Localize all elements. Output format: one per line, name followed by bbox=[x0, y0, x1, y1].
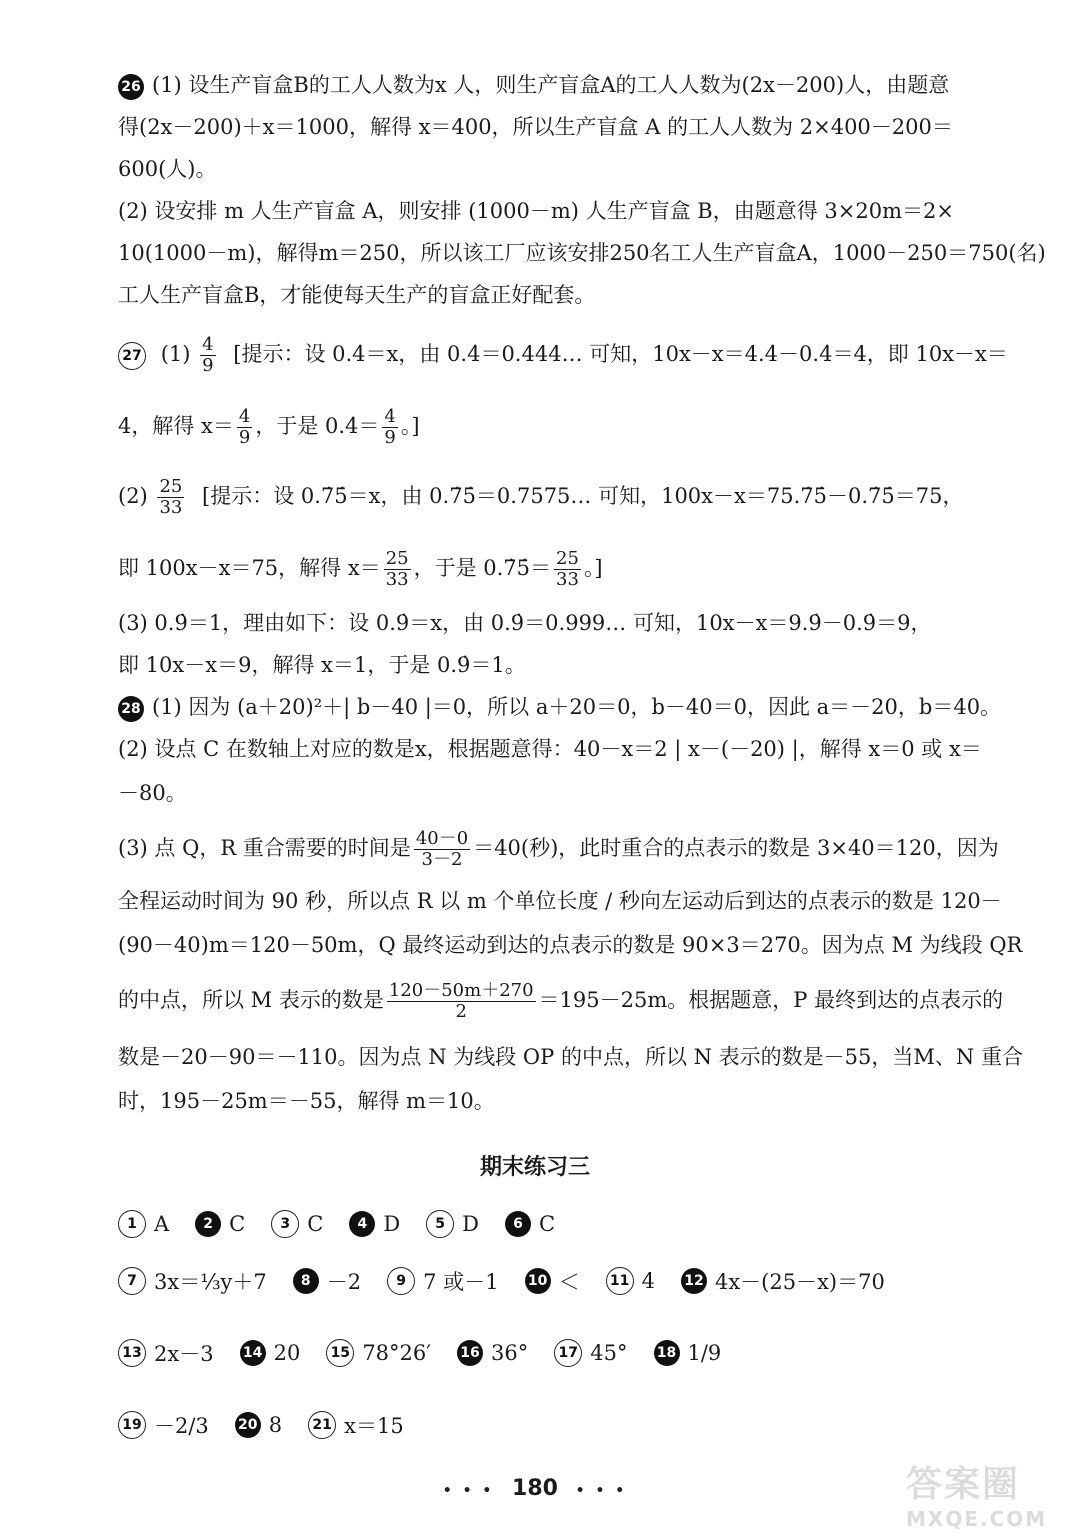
q28-text-7b: ＝195－25m。根据题意，P 最终到达的点表示的 bbox=[538, 988, 1004, 1012]
q28-line8 bbox=[118, 1042, 1023, 1072]
q26-line3 bbox=[118, 154, 216, 184]
answer-item bbox=[293, 1266, 361, 1296]
answer-row bbox=[118, 1266, 911, 1296]
q28-line7 bbox=[118, 978, 1003, 1022]
q28-text-7a: 的中点，所以 M 表示的数是 bbox=[118, 988, 384, 1012]
answer-value: 4 bbox=[641, 1269, 655, 1293]
q28-line3 bbox=[118, 778, 187, 808]
answer-item bbox=[271, 1210, 323, 1238]
question-badge: 3 bbox=[271, 1210, 299, 1238]
section-title: 期末练习三 bbox=[479, 1155, 590, 1180]
answer-item bbox=[525, 1266, 580, 1296]
question-badge: 7 bbox=[118, 1267, 146, 1295]
answer-value: D bbox=[383, 1212, 401, 1236]
answer-value: C bbox=[307, 1212, 324, 1236]
question-badge: 19 bbox=[118, 1411, 146, 1439]
question-badge: 17 bbox=[554, 1339, 582, 1367]
answer-value: A bbox=[154, 1212, 170, 1236]
answer-value: 4x－(25－x)＝70 bbox=[714, 1270, 885, 1294]
q28-text-4b: ＝40(秒)，此时重合的点表示的数是 3×40＝120，因为 bbox=[473, 836, 999, 860]
answer-item bbox=[195, 1211, 245, 1237]
answer-value: 36° bbox=[491, 1341, 529, 1365]
q27-part3-text-1: (3) 0.9̇＝1，理由如下：设 0.9̇＝x，由 0.9̇＝0.999… 可知，10x－x＝9.9̇－0.9̇＝9， bbox=[118, 611, 932, 635]
answer-row bbox=[118, 1410, 430, 1440]
q28-text-6: (90－40)m＝120－50m，Q 最终运动到达的点表示的数是 90×3＝270。因为点 M 为线段 QR bbox=[118, 933, 1023, 957]
answer-value: －2 bbox=[326, 1270, 362, 1294]
q27-part2-fraction-a bbox=[384, 549, 411, 590]
q26-line4 bbox=[118, 196, 954, 226]
question-badge: 5 bbox=[426, 1210, 454, 1238]
watermark-top: 答案圈 bbox=[906, 1464, 1021, 1505]
answer-value: 7 或－1 bbox=[423, 1270, 499, 1294]
question-badge: 11 bbox=[606, 1267, 634, 1295]
q27-part1-answer-fraction bbox=[200, 335, 215, 376]
q28-line1 bbox=[118, 692, 1001, 722]
answer-value: 1/9 bbox=[687, 1341, 722, 1365]
answer-value: 3x＝⅓y＋7 bbox=[154, 1270, 267, 1294]
q26-text-6: 工人生产盲盒B，才能使每天生产的盲盒正好配套。 bbox=[118, 283, 596, 307]
q27-part1-text-a: 4，解得 x＝ bbox=[118, 414, 234, 438]
fraction-denominator: 33 bbox=[385, 569, 409, 590]
q28-text-2: (2) 设点 C 在数轴上对应的数是x，根据题意得：40－x＝2 | x－(－20) |，解得 x＝0 或 x＝ bbox=[118, 737, 982, 761]
q26-line5 bbox=[118, 238, 1046, 268]
q27-part3-line1 bbox=[118, 608, 932, 638]
q27-part2-line2 bbox=[118, 546, 603, 590]
q26-text-2: 得(2x－200)＋x＝1000，解得 x＝400，所以生产盲盒 A 的工人人数为 2×400－200＝ bbox=[118, 115, 953, 139]
fraction-denominator: 9 bbox=[384, 427, 396, 448]
fraction-denominator: 33 bbox=[159, 497, 183, 518]
answer-value: C bbox=[229, 1212, 246, 1236]
answer-row bbox=[118, 1210, 581, 1238]
answer-item bbox=[681, 1266, 885, 1296]
q26-text-3: 600(人)。 bbox=[118, 157, 217, 181]
answer-item bbox=[654, 1340, 722, 1366]
q27-part1-text-c: 。] bbox=[400, 414, 420, 438]
question-badge: 2 bbox=[195, 1211, 221, 1237]
q28-text-5: 全程运动时间为 90 秒，所以点 R 以 m 个单位长度 / 秒向左运动后到达的点表示的数是 120－ bbox=[118, 889, 1002, 913]
answer-item bbox=[457, 1340, 528, 1366]
q27-part1-text-b: ，于是 0.4̇＝ bbox=[255, 414, 380, 438]
q27-part1-line1 bbox=[118, 332, 1008, 376]
q26-text-4: (2) 设安排 m 人生产盲盒 A，则安排 (1000－m) 人生产盲盒 B，由题意得 3×20m＝2× bbox=[118, 199, 954, 223]
answer-item bbox=[118, 1210, 169, 1238]
q26-text-1: (1) 设生产盲盒B的工人人数为x 人，则生产盲盒A的工人人数为(2x－200)人，由题意 bbox=[152, 73, 950, 97]
q27-part1-fraction-b bbox=[382, 407, 397, 448]
question-badge: 4 bbox=[349, 1211, 375, 1237]
q27-part2-text-c: 。] bbox=[583, 556, 603, 580]
q27-part3-line2 bbox=[118, 650, 526, 680]
fraction-numerator: 4 bbox=[238, 406, 251, 427]
question-badge: 16 bbox=[457, 1340, 483, 1366]
question-badge: 12 bbox=[681, 1268, 707, 1294]
answer-value: 45° bbox=[590, 1341, 628, 1365]
fraction-numerator: 25 bbox=[385, 548, 409, 569]
answer-item bbox=[118, 1338, 214, 1368]
answer-item bbox=[118, 1410, 209, 1440]
answer-item bbox=[349, 1211, 400, 1237]
watermark-bottom: MXQE.COM bbox=[906, 1507, 1048, 1531]
q27-part2-text-b: ，于是 0.7̇5̇＝ bbox=[413, 556, 552, 580]
page-dots-right: • • • bbox=[575, 1483, 628, 1499]
q28-line4 bbox=[118, 826, 999, 870]
q27-part3-text-2: 即 10x－x＝9，解得 x＝1，于是 0.9̇＝1。 bbox=[118, 653, 526, 677]
answer-item bbox=[308, 1410, 404, 1440]
question-badge: 18 bbox=[654, 1340, 680, 1366]
q28-text-3: －80。 bbox=[118, 781, 187, 805]
q28-text-8: 数是－20－90＝－110。因为点 N 为线段 OP 的中点，所以 N 表示的数是－55，当M、N 重合 bbox=[118, 1045, 1023, 1069]
answer-value: x＝15 bbox=[344, 1414, 404, 1438]
question-badge: 1 bbox=[118, 1210, 146, 1238]
q27-part2-text-a: 即 100x－x＝75，解得 x＝ bbox=[118, 556, 381, 580]
q28-line9 bbox=[118, 1086, 495, 1116]
q27-part2-line1 bbox=[118, 474, 963, 518]
answer-row bbox=[118, 1338, 747, 1368]
watermark-logo bbox=[906, 1456, 1056, 1532]
answer-item bbox=[235, 1412, 282, 1438]
page-number-text: 180 bbox=[512, 1476, 558, 1501]
question-badge-27: 27 bbox=[118, 342, 146, 370]
answer-value: 8 bbox=[268, 1413, 283, 1437]
answer-item bbox=[554, 1339, 627, 1367]
question-badge: 15 bbox=[326, 1339, 354, 1367]
answer-value: ＜ bbox=[558, 1270, 580, 1294]
q27-part1-fraction-a bbox=[237, 407, 252, 448]
fraction-numerator: 25 bbox=[159, 476, 183, 497]
q27-part2-answer-fraction bbox=[157, 477, 184, 518]
fraction-numerator: 4 bbox=[384, 406, 396, 427]
fraction-numerator: 25 bbox=[556, 548, 579, 569]
fraction-numerator: 4 bbox=[202, 334, 214, 355]
question-badge: 10 bbox=[525, 1268, 551, 1294]
q27-part1-line2 bbox=[118, 404, 420, 448]
answer-value: －2/3 bbox=[154, 1414, 209, 1438]
fraction-denominator: 2 bbox=[455, 1001, 467, 1022]
answer-item bbox=[606, 1267, 655, 1295]
q28-time-fraction bbox=[414, 829, 470, 870]
question-badge-26: 26 bbox=[118, 74, 144, 100]
question-badge: 8 bbox=[293, 1268, 319, 1294]
q27-part1-label: (1) bbox=[160, 342, 191, 366]
q28-midpoint-fraction bbox=[387, 981, 536, 1022]
fraction-denominator: 9 bbox=[202, 355, 214, 376]
question-badge: 9 bbox=[387, 1267, 415, 1295]
answer-item bbox=[387, 1266, 498, 1296]
question-badge-28: 28 bbox=[118, 696, 144, 722]
q28-text-1: (1) 因为 (a＋20)²＋| b－40 |＝0，所以 a＋20＝0，b－40＝0，因此 a＝－20，b＝40。 bbox=[152, 695, 1002, 719]
answer-value: C bbox=[539, 1212, 556, 1236]
q27-part2-hint: [提示：设 0.7̇5̇＝x，由 0.7̇5̇＝0.7575… 可知，100x－x＝75.7̇5̇－0.7̇5̇＝75， bbox=[202, 484, 964, 508]
q27-part2-label: (2) bbox=[118, 484, 148, 508]
answer-value: 2x－3 bbox=[154, 1342, 214, 1366]
q28-text-9: 时，195－25m＝－55，解得 m＝10。 bbox=[118, 1089, 495, 1113]
q28-line6 bbox=[118, 930, 1022, 960]
q26-line1 bbox=[118, 70, 949, 100]
q26-line6 bbox=[118, 280, 595, 310]
fraction-denominator: 33 bbox=[556, 569, 579, 590]
q27-part1-hint: [提示：设 0.4̇＝x，由 0.4̇＝0.444… 可知，10x－x＝4.4̇－0.4̇＝4，即 10x－x＝ bbox=[233, 342, 1008, 366]
fraction-numerator: 40－0 bbox=[415, 828, 469, 849]
q28-text-4a: (3) 点 Q，R 重合需要的时间是 bbox=[118, 836, 411, 860]
page-dots-left: • • • bbox=[442, 1483, 495, 1499]
question-badge: 20 bbox=[235, 1412, 261, 1438]
q27-part2-fraction-b bbox=[554, 549, 581, 590]
question-badge: 14 bbox=[240, 1340, 266, 1366]
answer-value: 20 bbox=[273, 1341, 301, 1365]
question-badge: 21 bbox=[308, 1411, 336, 1439]
answer-item bbox=[505, 1211, 555, 1237]
fraction-denominator: 9 bbox=[238, 427, 251, 448]
answer-value: 78°26′ bbox=[362, 1341, 432, 1365]
answer-value: D bbox=[462, 1212, 480, 1236]
answer-item bbox=[326, 1339, 431, 1367]
answer-item bbox=[426, 1210, 479, 1238]
answer-item bbox=[240, 1340, 301, 1366]
q28-line5 bbox=[118, 886, 1002, 916]
question-badge: 6 bbox=[505, 1211, 531, 1237]
q26-text-5: 10(1000－m)，解得m＝250，所以该工厂应该安排250名工人生产盲盒A，1000－250＝750(名) bbox=[118, 241, 1046, 265]
answer-item bbox=[118, 1266, 267, 1296]
question-badge: 13 bbox=[118, 1339, 146, 1367]
fraction-denominator: 3－2 bbox=[421, 849, 463, 870]
fraction-numerator: 120－50m＋270 bbox=[388, 980, 534, 1001]
q26-line2 bbox=[118, 112, 953, 142]
q28-line2 bbox=[118, 734, 982, 764]
